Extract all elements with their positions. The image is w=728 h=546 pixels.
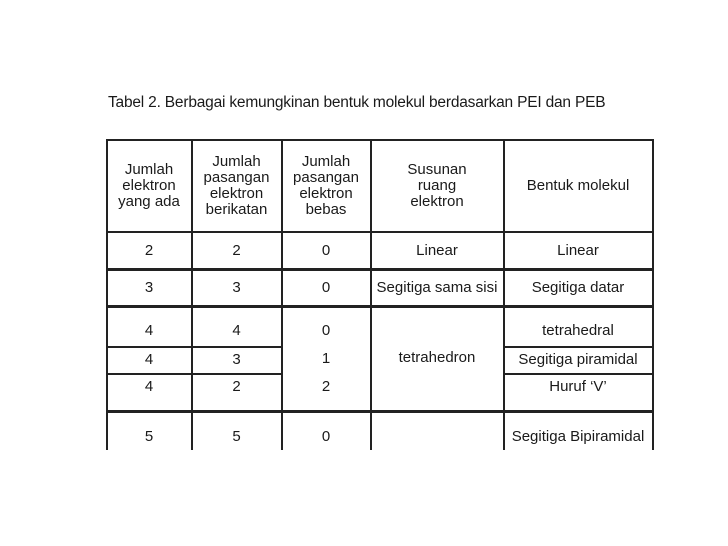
row4-elektron: 4	[144, 351, 154, 368]
row1-bentuk: Linear	[557, 241, 599, 259]
row2-susunan: Segitiga sama sisi	[376, 279, 498, 296]
row5-bentuk: Huruf ‘V’	[549, 378, 607, 395]
row6-bentuk: Segitiga Bipiramidal	[511, 428, 645, 445]
row2-bentuk: Segitiga datar	[531, 279, 625, 296]
row1-pei: 2	[232, 241, 241, 259]
header-peb: Jumlah pasangan elektron bebas	[293, 153, 359, 218]
row4-peb: 1	[321, 350, 331, 367]
rule-row2-bottom	[106, 305, 654, 308]
row3-susunan: tetrahedron	[398, 349, 476, 366]
row2-peb: 0	[321, 279, 331, 296]
rule-col5	[652, 139, 654, 450]
row1-susunan: Linear	[416, 241, 458, 259]
row3-pei: 4	[232, 322, 241, 339]
row6-susunan	[371, 425, 503, 449]
row4-pei: 3	[232, 351, 241, 368]
row4-bentuk: Segitiga piramidal	[518, 351, 638, 368]
row3-peb: 0	[321, 322, 331, 339]
header-bentuk: Bentuk molekul	[526, 177, 630, 194]
rule-row5-bottom	[106, 410, 654, 413]
row2-pei: 3	[232, 279, 241, 296]
row6-pei: 5	[232, 428, 241, 445]
row5-pei: 2	[232, 378, 241, 395]
header-elektron: Jumlah elektron yang ada	[118, 161, 180, 210]
row2-elektron: 3	[144, 279, 154, 296]
row1-elektron: 2	[144, 241, 154, 259]
header-pei: Jumlah pasangan elektron berikatan	[203, 153, 270, 218]
row3-bentuk: tetrahedral	[542, 322, 614, 339]
row6-peb: 0	[321, 428, 331, 445]
table-caption: Tabel 2. Berbagai kemungkinan bentuk molekul berdasarkan PEI dan PEB	[108, 94, 606, 111]
row3-elektron: 4	[144, 322, 154, 339]
header-susunan: Susunan ruang elektron	[407, 161, 467, 210]
molecular-shape-table	[106, 139, 654, 450]
row1-peb: 0	[321, 241, 331, 259]
row5-peb: 2	[321, 378, 331, 395]
row6-elektron: 5	[144, 428, 154, 445]
row5-elektron: 4	[144, 378, 154, 395]
